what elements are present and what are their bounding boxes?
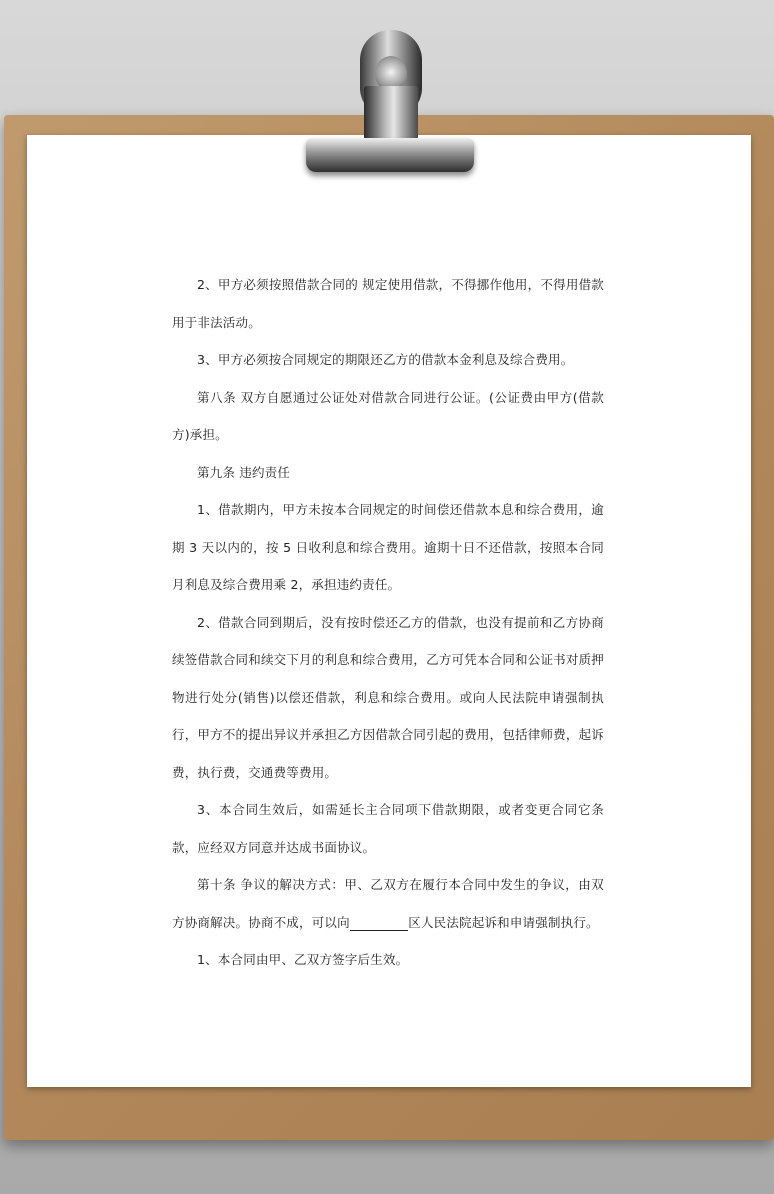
paragraph-repay-term: 3、甲方必须按合同规定的期限还乙方的借款本金利息及综合费用。 (197, 352, 574, 367)
paragraph-effective: 1、本合同由甲、乙双方签字后生效。 (197, 952, 409, 967)
paragraph-article-9-heading: 第九条 违约责任 (197, 464, 291, 480)
binder-clip-icon (300, 26, 480, 176)
dispute-text-before: 第十条 争议的解决方式：甲、乙双方在履行本合同中发生的争议，由双方协商解决。协商不成，可以向 (172, 877, 604, 930)
paragraph-extension: 3、本合同生效后，如需延长主合同项下借款期限，或者变更合同它条款，应经双方同意并达成书面协议。 (172, 802, 604, 855)
paragraph-borrow-use: 2、甲方必须按照借款合同的 规定使用借款，不得挪作他用，不得用借款用于非法活动。 (172, 277, 604, 330)
court-name-blank (350, 915, 408, 931)
paragraph-article-10 (172, 866, 604, 941)
paragraph-default: 2、借款合同到期后，没有按时偿还乙方的借款，也没有提前和乙方协商续签借款合同和续交下月的利息和综合费用，乙方可凭本合同和公证书对质押物进行处分(销售)以偿还借款，利息和综合费用。或向人民法院申请强制执行，甲方不的提出异议并承担乙方因借款合同引起的费用，包括律师费，起诉费，执行费，交通费等费用。 (172, 614, 604, 780)
paragraph-overdue: 1、借款期内，甲方未按本合同规定的时间偿还借款本息和综合费用，逾期 3 天以内的，按 5 日收利息和综合费用。逾期十日不还借款，按照本合同月利息及综合费用乘 2，承担违约责任。 (172, 502, 604, 592)
paragraph-article-8: 第八条 双方自愿通过公证处对借款合同进行公证。(公证费由甲方(借款方)承担。 (172, 389, 604, 442)
dispute-text-after: 区人民法院起诉和申请强制执行。 (408, 914, 599, 930)
contract-text (172, 266, 604, 979)
